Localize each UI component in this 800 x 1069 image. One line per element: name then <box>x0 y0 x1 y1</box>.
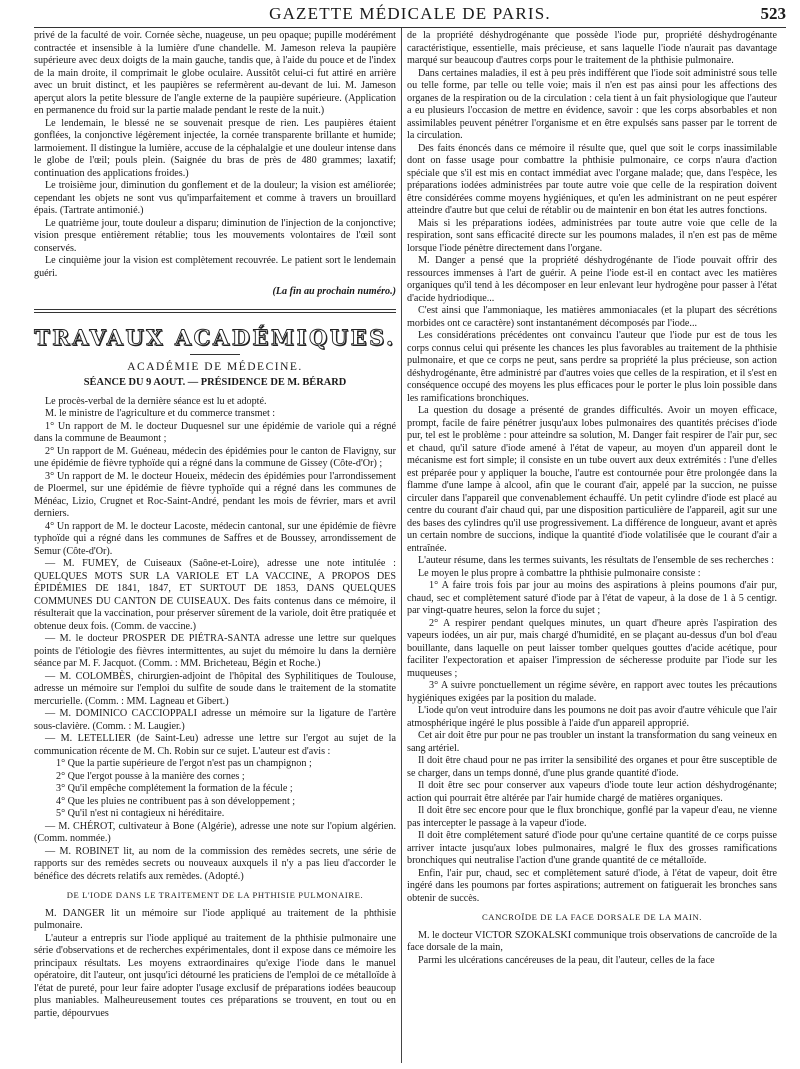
column-divider <box>401 28 402 1063</box>
section-title: TRAVAUX ACADÉMIQUES. <box>34 324 396 350</box>
article-paragraph: Enfin, l'air pur, chaud, sec et complètement saturé d'iode, à l'état de vapeur, doit être ingéré dans les poumons par fortes aspirations; autrement on fatiguerait les bronches sans obtenir de succès. <box>407 867 777 904</box>
minister-paragraph: M. le ministre de l'agriculture et du commerce transmet : <box>45 408 276 419</box>
report-item: 4° Un rapport de M. le docteur Lacoste, médecin cantonal, sur une épidémie de fièvre typhoïde qui a régné dans les communes de Saffres et de Boussey, arrondissement de Semur (Côte-d'Or). <box>34 520 396 557</box>
case-paragraph: Le cinquième jour la vision est complètement recouvrée. Le patient sort le lendemain guéri. <box>34 255 396 279</box>
article-paragraph: Il doit être chaud pour ne pas irriter la sensibilité des organes et pour être susceptible de se charger, dans un temps donné, d'une plus grande quantité d'iode. <box>407 755 777 779</box>
correspondence-item: — M. DOMINICO CACCIOPPALI adresse un mémoire sur la ligature de l'artère sous-clavière. (Comm. : M. Laugier.) <box>34 708 396 732</box>
section-divider <box>34 309 396 313</box>
correspondence-item: — M. le docteur PROSPER DE PIÉTRA-SANTA adresse une lettre sur quelques points de l'étiologie des fièvres intermittentes, au sujet du mémoire lu dans la dernière séance par M. F. Jacquot. (Comm. : MM. Bricheteau, Bégin et Roche.) <box>34 633 396 669</box>
correspondence-item: — M. CHÉROT, cultivateur à Bone (Algérie), adresse une note sur l'opium algérien. (Comm. nommée.) <box>34 820 396 844</box>
article-paragraph: Il doit être sec encore pour que le flux bronchique, gonflé par la vapeur d'eau, ne vienne pas intercepter le passage à la vapeur d'iode. <box>407 805 777 829</box>
report-item: 1° Un rapport de M. le docteur Duquesnel sur une épidémie de variole qui a régné dans la commune de Beaumont ; <box>34 420 396 444</box>
report-item: 2° Un rapport de M. Guéneau, médecin des épidémies pour le canton de Flavigny, sur une épidémie de fièvre typhoïde qui a régné dans la commune de Gissey (Côte-d'Or) ; <box>34 445 396 469</box>
article-paragraph: M. DANGER lit un mémoire sur l'iode appliqué au traitement de la phthisie pulmonaire. <box>34 907 396 931</box>
list-item: 5° Qu'il n'est ni contagieux ni héréditaire. <box>56 808 225 819</box>
correspondence-item: — M. LETELLIER (de Saint-Leu) adresse une lettre sur l'ergot au sujet de la communication récente de M. Ch. Robin sur ce sujet. L'auteur est d'avis : <box>34 733 396 757</box>
article-paragraph: Il doit être sec pour conserver aux vapeurs d'iode toute leur action déshydrogénante; action qui pourrait être altérée par l'air humide chargé de matières organiques. <box>407 780 777 804</box>
title-rule <box>190 354 240 355</box>
article-paragraph: La question du dosage a présenté de grandes difficultés. Avoir un moyen efficace, prompt, facile de faire pénétrer jusqu'aux lobes pulmonaires des quantités précises d'iode pur, tel est le problème : pour atteindre sa solution, M. Danger fait respirer de l'air pur, sec et chaud, qu'il sature d'iode amené à l'état de vapeur, au moyen d'un appareil dont le mécanisme est fort simple; il consiste en un tube ouvert aux deux extrémités : l'une d'elles est préparée pour y appliquer la bouche, l'autre est contournée pour être prolongée dans la flamme d'une lampe à alcool, afin que le courant d'air, appelé par la succion, ne puisse circuler dans l'appareil que convenablement échauffé. Un petit cylindre d'iode est placé au centre du courant d'air chaud qui, par une disposition particulière de l'appareil, agit sur une des bases des cylindres qu'il use progressivement. La différence de longueur, avant et après un certain nombre de succions, indique la quantité d'iode volatilisée que le courant d'air a entraînée. <box>407 405 777 554</box>
iode-heading: DE L'IODE DANS LE TRAITEMENT DE LA PHTHISIE PULMONAIRE. <box>66 890 364 900</box>
list-item: 3° A suivre ponctuellement un régime sévère, en rapport avec toutes les précautions hygiéniques exigées par la position du malade. <box>407 680 777 704</box>
right-column <box>407 30 777 967</box>
article-paragraph: C'est ainsi que l'ammoniaque, les matières ammoniacales (et la plupart des sécrétions morbides ont ce caractère) sont instantanément décomposés par l'iode... <box>407 305 777 329</box>
case-paragraph: privé de la faculté de voir. Cornée sèche, nuageuse, un peu opaque; pupille modérément contractée et insensible à la lumière d'une chandelle. M. Jameson releva la paupière supérieure avec deux doigts de la main gauche, tandis que, à l'aide du pouce et de l'index de la main droite, il comprimait le globe oculaire. Aussitôt celui-ci fut attiré en arrière avec un bruit distinct, et les paupières se refermèrent au-devant de lui. M. Jameson aperçut alors la petite blessure de l'angle externe de la paupière supérieure. (Application en permanence du froid sur la partie malade pendant le reste de la nuit.) <box>34 30 396 116</box>
header-rule <box>34 27 786 28</box>
article-paragraph: Le moyen le plus propre à combattre la phthisie pulmonaire consiste : <box>418 567 701 579</box>
list-item: 2° A respirer pendant quelques minutes, un quart d'heure après l'aspiration des vapeurs iodées, un air pur, mais chargé d'humidité, en se plaçant au-dessus d'un bol d'eau bouillante, dans laquelle on peut laisser tomber quelques gouttes d'acide acétique, pour faciliter l'expectoration et apaiser l'impression de sécheresse produite par l'iode sur les muqueuses ; <box>407 617 777 679</box>
report-item: 3° Un rapport de M. le docteur Houeix, médecin des épidémies pour l'arrondissement de Ploermel, sur une épidémie de fièvre typhoïde qui a régné dans les communes de Ménéac, Lizio, Crugnet et Roc-Saint-André, pendant les mois de février, mars et avril derniers. <box>34 470 396 519</box>
list-item: 2° Que l'ergot pousse à la manière des cornes ; <box>56 770 245 782</box>
left-column <box>34 30 396 1020</box>
treatment-list <box>407 580 777 705</box>
list-item: 1° Que la partie supérieure de l'ergot n'est pas un champignon ; <box>56 758 312 769</box>
case-paragraph: Le quatrième jour, toute douleur a disparu; diminution de l'injection de la conjonctive; vision presque entièrement rétablie; tous les mouvements volontaires de l'œil sont conservés. <box>34 217 396 254</box>
academy-heading: ACADÉMIE DE MÉDECINE. <box>127 360 303 373</box>
page-header <box>34 2 786 28</box>
case-paragraph: Le lendemain, le blessé ne se souvenait presque de rien. Les paupières étaient gonflées, la conjonctive légèrement injectée, la cornée transparente brillante et humide; larmoiement. Il distingue la lumière, accuse de la céphalalgie et une douleur intense dans le globe de l'œil; pouls plein. (Saignée du bras de près de 480 grammes; laxatif; continuation des applications froides.) <box>34 117 396 179</box>
correspondence-item: — M. ROBINET lit, au nom de la commission des remèdes secrets, une série de rapports sur des remèdes secrets ou nouveaux auxquels il n'y a pas lieu d'accorder le bénéfice des décrets relatifs aux remèdes. (Adopté.) <box>34 845 396 882</box>
article-paragraph: Mais si les préparations iodées, administrées par toute autre voie que celle de la respiration, sont sans efficacité directe sur les poumons malades, il n'en est pas de même lorsque l'iode pénètre directement dans l'organe. <box>407 217 777 254</box>
article-paragraph: M. Danger a pensé que la propriété déshydrogénante de l'iode pouvait offrir des ressources immenses à l'art de guérir. A peine l'iode est-il en contact avec les matières organiques qu'il tend à les décomposer en leur enlevant leur hydrogène pour passer à l'état d'acide hydriodique... <box>407 255 777 304</box>
cancroide-heading: CANCROÏDE DE LA FACE DORSALE DE LA MAIN. <box>481 912 703 922</box>
minutes-paragraph: Le procès-verbal de la dernière séance est lu et adopté. <box>45 395 267 407</box>
correspondence-item: — M. FUMEY, de Cuiseaux (Saône-et-Loire), adresse une note intitulée : QUELQUES MOTS SUR LA VARIOLE ET LA VACCINE, A PROPOS DES ÉPIDÉMIES DE 1841, 1847, ET SURTOUT DE 1853, DANS QUELQUES COMMUNES DU CANTON DE CUISEAUX. Des faits contenus dans ce mémoire, il résulterait que la vaccination, pour préserver sûrement de la variole, doit être pratiquée et obtenue deux fois. (Comm. de vaccine.) <box>34 558 396 632</box>
article-paragraph: Parmi les ulcérations cancéreuses de la peau, dit l'auteur, celles de la face <box>418 954 715 966</box>
ergot-points-list <box>34 758 396 821</box>
article-paragraph: M. le docteur VICTOR SZOKALSKI communique trois observations de cancroïde de la face dorsale de la main, <box>407 929 777 953</box>
continuation-note: (La fin au prochain numéro.) <box>272 286 396 297</box>
journal-title: GAZETTE MÉDICALE DE PARIS. <box>269 4 551 23</box>
list-item: 4° Que les pluies ne contribuent pas à son développement ; <box>56 795 296 807</box>
article-paragraph: L'auteur résume, dans les termes suivants, les résultats de l'ensemble de ses recherches : <box>418 555 774 566</box>
article-paragraph: L'auteur a entrepris sur l'iode appliqué au traitement de la phthisie pulmonaire une série d'observations et de recherches expérimentales, dont il expose dans ce mémoire les principaux résultats. Les moyens extraordinaires qu'exige l'iode dans le manuel opératoire, dit l'auteur, ont jusqu'ici détourné les praticiens de l'emploi de ce métalloïde à l'état de pureté, pour leur faire adopter l'usage exclusif de préparations iodées beaucoup plus maniables. Malheureusement toutes ces préparations se trouvent, en tout ou en partie, dépourvues <box>34 932 396 1019</box>
list-item: 1° A faire trois fois par jour au moins des aspirations à pleins poumons d'air pur, chaud, sec et complètement saturé d'iode par à l'état de vapeur, à la dose de 1 à 5 centigr. par vingt-quatre heures, selon la force du sujet ; <box>407 580 777 616</box>
article-paragraph: Les considérations précédentes ont convaincu l'auteur que l'iode pur est de tous les corps connus celui qui présente les chances les plus favorables au traitement de la phthisie pulmonaire, et que ce corps ne peut, sans perdre sa propriété la plus précieuse, son action déshydrogénante, être administré par d'autres voies que celles de la respiration, et il s'est en conséquence occupé des moyens les plus efficaces pour le porter le plus loin possible dans les ramifications bronchiques. <box>407 330 777 404</box>
correspondence-item: — M. COLOMBÈS, chirurgien-adjoint de l'hôpital des Syphilitiques de Toulouse, adresse un mémoire sur l'emploi du sulfite de soude dans le traitement de la stomatite mercurielle. (Comm. : MM. Lagneau et Gibert.) <box>34 670 396 707</box>
article-paragraph: Cet air doit être pur pour ne pas troubler un instant la transformation du sang veineux en sang artériel. <box>407 730 777 754</box>
list-item: 3° Qu'il empêche complétement la formation de la fécule ; <box>56 783 293 794</box>
seance-heading: SÉANCE DU 9 AOUT. — PRÉSIDENCE DE M. BÉRARD <box>83 377 347 388</box>
article-paragraph: Dans certaines maladies, il est à peu près indifférent que l'iode soit administré sous telle ou telle forme, par telle ou telle voie; mais il n'en est pas ainsi pour les affections des organes de la respiration ou de la circulation : cela tient à un fait physiologique que l'auteur a eu plusieurs l'occasion de mettre en évidence, savoir : que les corps absorbables et non assimilables peuvent pénétrer l'organisme et en être expulsés sans passer par le torrent de la circulation. <box>407 67 777 141</box>
article-paragraph: de la propriété déshydrogénante que possède l'iode pur, propriété déshydrogénante caractéristique, essentielle, mais précieuse, et sans laquelle l'iode n'aurait pas davantage marqué sur beaucoup d'autres corps pour le traitement de la phthisie pulmonaire. <box>407 30 777 66</box>
article-paragraph: Des faits énoncés dans ce mémoire il résulte que, quel que soit le corps inassimilable dont on fasse usage pour combattre la phthisie pulmonaire, ce corps n'aura d'action spéciale que s'il est mis en contact immédiat avec l'organe malade; que, dans l'espèce, les préparations iodées administrées par toute autre voie que celle de la respiration doivent être considérées comme moyens hygiéniques, et qu'en les administrant on ne peut espérer atteindre d'autre but que celui de rétablir ou de maintenir en bon état les autres fonctions. <box>407 142 777 216</box>
case-paragraph: Le troisième jour, diminution du gonflement et de la douleur; la vision est améliorée; cependant les objets ne sont vus qu'imparfaitement et comme à travers un brouillard épais. (Tartrate antimonié.) <box>34 180 396 216</box>
article-paragraph: Il doit être complétement saturé d'iode pour qu'une certaine quantité de ce corps puisse arriver intacte jusqu'aux lobes pulmonaires, malgré le flux des grosses ramifications bronchiques qui neutralise l'action d'une grande quantité de ce métalloïde. <box>407 830 777 866</box>
article-paragraph: L'iode qu'on veut introduire dans les poumons ne doit pas avoir d'autre véhicule que l'air atmosphérique ingéré le plus possible à l'aide d'un appareil approprié. <box>407 705 777 729</box>
page-number: 523 <box>760 4 786 23</box>
